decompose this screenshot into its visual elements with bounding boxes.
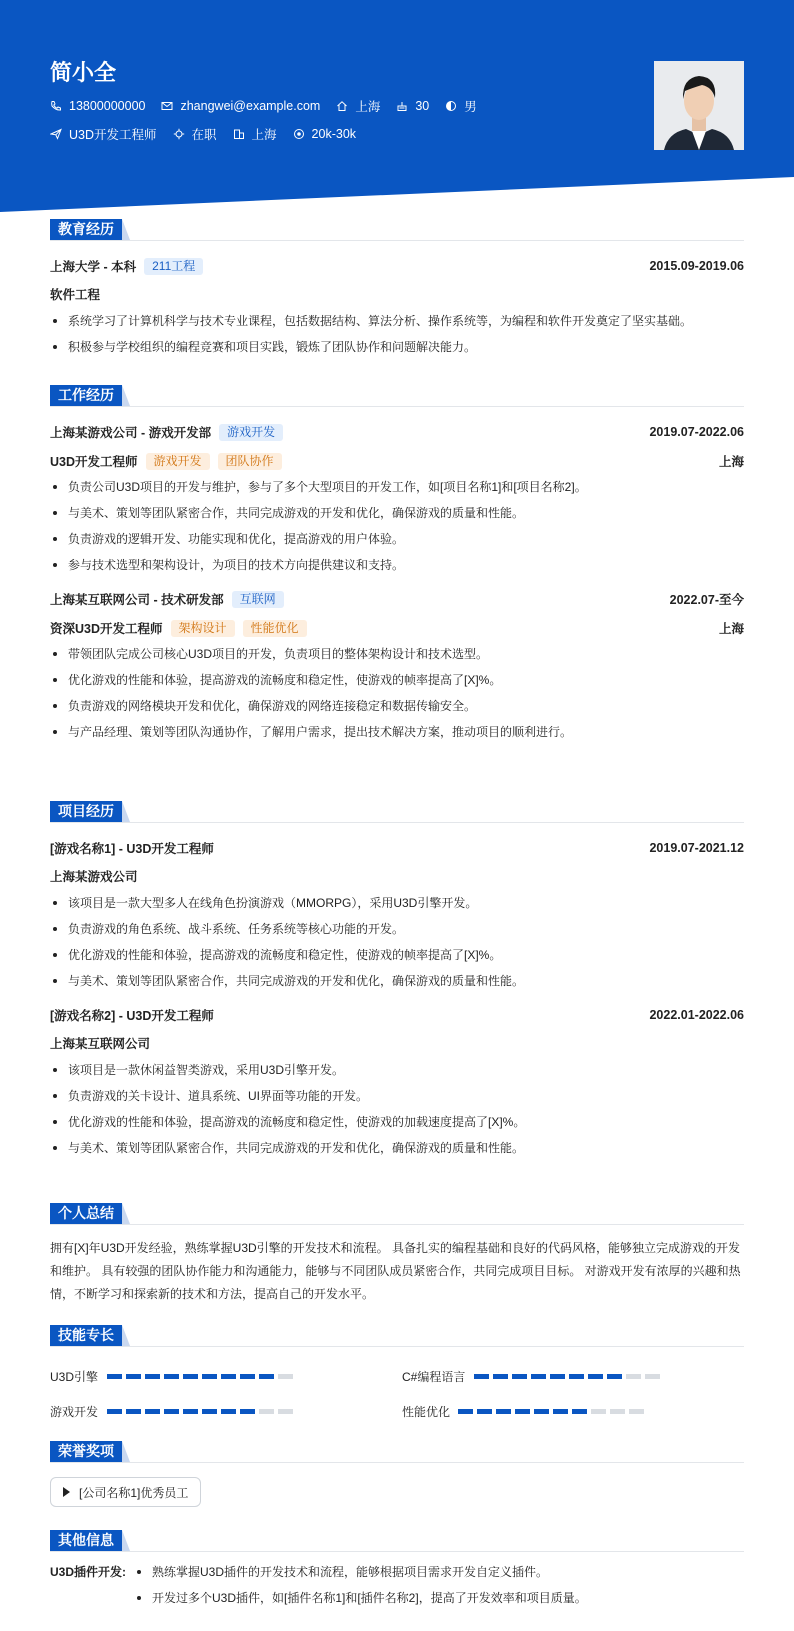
skill-segment: [183, 1409, 198, 1414]
role-tag: 游戏开发: [146, 453, 210, 470]
skill-segment: [515, 1409, 530, 1414]
salary-item: 20k-30k: [293, 127, 356, 141]
candidate-name: 简小全: [50, 60, 117, 85]
list-item: 系统学习了计算机科学与技术专业课程，包括数据结构、算法分析、操作系统等，为编程和软件开发奠定了坚实基础。: [50, 308, 744, 334]
award-item: [50, 1477, 201, 1507]
company-name: 上海某互联网公司 - 技术研发部: [50, 593, 224, 607]
skill-name: 性能优化: [402, 1405, 451, 1419]
section-title: 个人总结: [50, 1203, 744, 1225]
list-item: 该项目是一款休闲益智类游戏，采用U3D引擎开发。: [50, 1057, 744, 1083]
list-item: 优化游戏的性能和体验，提高游戏的流畅度和稳定性，使游戏的帧率提高了[X]%。: [50, 667, 744, 693]
phone-icon: [50, 100, 62, 112]
job-item: U3D开发工程师: [50, 125, 157, 143]
list-item: 积极参与学校组织的编程竞赛和项目实践，锻炼了团队协作和问题解决能力。: [50, 334, 744, 360]
role-tag: 性能优化: [243, 620, 307, 637]
list-item: 与产品经理、策划等团队沟通协作，了解用户需求，提出技术解决方案，推动项目的顺利进行。: [50, 719, 744, 745]
skill-segment: [145, 1374, 160, 1379]
work-role-row: [50, 618, 744, 638]
list-item: 优化游戏的性能和体验，提高游戏的流畅度和稳定性，使游戏的加载速度提高了[X]%。: [50, 1109, 744, 1135]
email-item: zhangwei@example.com: [161, 99, 320, 113]
skill-segment: [107, 1409, 122, 1414]
skill-segment: [278, 1374, 293, 1379]
portrait-image: [654, 61, 744, 150]
list-item: 熟练掌握U3D插件的开发技术和流程，能够根据项目需求开发自定义插件。: [134, 1559, 587, 1585]
building-icon: [233, 128, 245, 140]
skill-segment: [240, 1409, 255, 1414]
project-period: 2022.01-2022.06: [649, 1008, 744, 1022]
skill-segment: [221, 1409, 236, 1414]
skill-item: [50, 1403, 297, 1420]
job-role: U3D开发工程师: [50, 455, 138, 469]
skill-segment: [496, 1409, 511, 1414]
gender-icon: [445, 100, 457, 112]
education-bullets: [50, 308, 744, 360]
job-row: [50, 125, 372, 143]
work-bullets: [50, 474, 744, 578]
company-name: 上海某游戏公司 - 游戏开发部: [50, 426, 212, 440]
skill-item: [402, 1403, 648, 1420]
education-period: 2015.09-2019.06: [649, 259, 744, 273]
skill-segment: [531, 1374, 546, 1379]
status-icon: [173, 128, 185, 140]
list-item: 带领团队完成公司核心U3D项目的开发，负责项目的整体架构设计和技术选型。: [50, 641, 744, 667]
education-header: [50, 256, 744, 276]
awards-section: [50, 1441, 744, 1507]
skill-segment: [259, 1374, 274, 1379]
skill-segment: [629, 1409, 644, 1414]
section-title: 其他信息: [50, 1530, 744, 1552]
education-section: [50, 219, 744, 360]
project-section: [50, 801, 744, 1161]
skill-segment: [572, 1409, 587, 1414]
skill-name: C#编程语言: [402, 1370, 466, 1384]
send-icon: [50, 128, 62, 140]
work-city-item: 上海: [233, 125, 277, 143]
skill-segment: [458, 1409, 473, 1414]
section-title: 教育经历: [50, 219, 744, 241]
project-name: [游戏名称1] - U3D开发工程师: [50, 842, 214, 856]
work-bullets: [50, 641, 744, 745]
section-title: 项目经历: [50, 801, 744, 823]
skill-segment: [588, 1374, 603, 1379]
skill-segment: [259, 1409, 274, 1414]
work-city: 上海: [718, 622, 744, 636]
project-name: [游戏名称2] - U3D开发工程师: [50, 1009, 214, 1023]
skills-section: [50, 1325, 744, 1347]
project-header: [50, 838, 744, 858]
section-title: 荣誉奖项: [50, 1441, 744, 1463]
skill-segment: [626, 1374, 641, 1379]
skill-segment: [221, 1374, 236, 1379]
award-name: [公司名称1]优秀员工: [79, 1485, 189, 1500]
summary-text: 拥有[X]年U3D开发经验，熟练掌握U3D引擎的开发技术和流程。 具备扎实的编程基础和良好的代码风格，能够独立完成游戏的开发和维护。 具有较强的团队协作能力和沟通能力，能够与不同团队成员紧密合作，共同完成项目目标。 对游戏开发有浓厚的兴趣和热情，不断学习和探索新的技术和方法，提高自己的开发水平。: [50, 1241, 741, 1301]
list-item: 该项目是一款大型多人在线角色扮演游戏（MMORPG），采用U3D引擎开发。: [50, 890, 744, 916]
home-icon: [336, 100, 348, 112]
work-section: [50, 385, 744, 745]
role-tag: 架构设计: [171, 620, 235, 637]
project-period: 2019.07-2021.12: [649, 841, 744, 855]
skill-name: U3D引擎: [50, 1370, 99, 1384]
work-item-header: [50, 422, 744, 442]
work-item-header: [50, 589, 744, 609]
major: 软件工程: [50, 288, 101, 302]
phone-item: 13800000000: [50, 99, 145, 113]
school-tag: 211工程: [144, 258, 203, 275]
cake-icon: [396, 100, 408, 112]
skill-segment: [645, 1374, 660, 1379]
gender-item: 男: [445, 97, 477, 115]
list-item: 优化游戏的性能和体验，提高游戏的流畅度和稳定性，使游戏的帧率提高了[X]%。: [50, 942, 744, 968]
skill-segment: [591, 1409, 606, 1414]
list-item: 负责游戏的逻辑开发、功能实现和优化，提高游戏的用户体验。: [50, 526, 744, 552]
role-tag: 团队协作: [218, 453, 282, 470]
skill-bar: [107, 1409, 297, 1414]
section-title: 技能专长: [50, 1325, 744, 1347]
skill-segment: [278, 1409, 293, 1414]
project-bullets: [50, 1057, 744, 1161]
list-item: 与美术、策划等团队紧密合作，共同完成游戏的开发和优化，确保游戏的质量和性能。: [50, 968, 744, 994]
skill-segment: [145, 1409, 160, 1414]
contact-row: [50, 97, 493, 115]
list-item: 负责游戏的关卡设计、道具系统、UI界面等功能的开发。: [50, 1083, 744, 1109]
skill-segment: [202, 1374, 217, 1379]
skill-segment: [474, 1374, 489, 1379]
project-bullets: [50, 890, 744, 994]
company-tag: 互联网: [232, 591, 284, 608]
work-city: 上海: [718, 455, 744, 469]
skill-segment: [553, 1409, 568, 1414]
skill-segment: [164, 1409, 179, 1414]
list-item: 负责游戏的角色系统、战斗系统、任务系统等核心功能的开发。: [50, 916, 744, 942]
skill-segment: [126, 1374, 141, 1379]
skill-segment: [202, 1409, 217, 1414]
skill-bar: [107, 1374, 297, 1379]
other-info: [50, 1559, 744, 1611]
avatar-photo: [654, 61, 744, 150]
skill-bar: [458, 1409, 648, 1414]
salary-icon: [293, 128, 305, 140]
school-name: 上海大学 - 本科: [50, 260, 137, 274]
skill-segment: [569, 1374, 584, 1379]
work-period: 2019.07-2022.06: [649, 425, 744, 439]
project-company: 上海某互联网公司: [50, 1037, 151, 1051]
list-item: 与美术、策划等团队紧密合作，共同完成游戏的开发和优化，确保游戏的质量和性能。: [50, 1135, 744, 1161]
skill-segment: [512, 1374, 527, 1379]
list-item: 负责游戏的网络模块开发和优化，确保游戏的网络连接稳定和数据传输安全。: [50, 693, 744, 719]
work-role-row: [50, 451, 744, 471]
company-tag: 游戏开发: [219, 424, 283, 441]
list-item: 与美术、策划等团队紧密合作，共同完成游戏的开发和优化，确保游戏的质量和性能。: [50, 500, 744, 526]
skill-bar: [474, 1374, 664, 1379]
summary-section: [50, 1203, 744, 1306]
other-label: U3D插件开发:: [50, 1565, 127, 1579]
location-item: 上海: [336, 97, 380, 115]
skill-segment: [607, 1374, 622, 1379]
skill-segment: [550, 1374, 565, 1379]
skill-name: 游戏开发: [50, 1405, 99, 1419]
skill-segment: [493, 1374, 508, 1379]
mail-icon: [161, 100, 173, 112]
skill-segment: [107, 1374, 122, 1379]
skill-segment: [183, 1374, 198, 1379]
skill-item: [402, 1368, 664, 1385]
project-company: 上海某游戏公司: [50, 870, 138, 884]
section-title: 工作经历: [50, 385, 744, 407]
job-role: 资深U3D开发工程师: [50, 622, 163, 636]
project-header: [50, 1005, 744, 1025]
list-item: 负责公司U3D项目的开发与维护，参与了多个大型项目的开发工作，如[项目名称1]和[项目名称2]。: [50, 474, 744, 500]
other-section: [50, 1530, 744, 1611]
skill-segment: [126, 1409, 141, 1414]
skill-segment: [610, 1409, 625, 1414]
age-item: 30: [396, 99, 429, 113]
skill-segment: [534, 1409, 549, 1414]
list-item: 参与技术选型和架构设计，为项目的技术方向提供建议和支持。: [50, 552, 744, 578]
work-period: 2022.07-至今: [669, 593, 744, 607]
skill-segment: [164, 1374, 179, 1379]
other-bullets: [134, 1559, 587, 1611]
status-item: 在职: [173, 125, 217, 143]
skill-segment: [477, 1409, 492, 1414]
skill-item: [50, 1368, 297, 1385]
skill-segment: [240, 1374, 255, 1379]
triangle-icon: [63, 1487, 70, 1497]
list-item: 开发过多个U3D插件，如[插件名称1]和[插件名称2]，提高了开发效率和项目质量。: [134, 1585, 587, 1611]
